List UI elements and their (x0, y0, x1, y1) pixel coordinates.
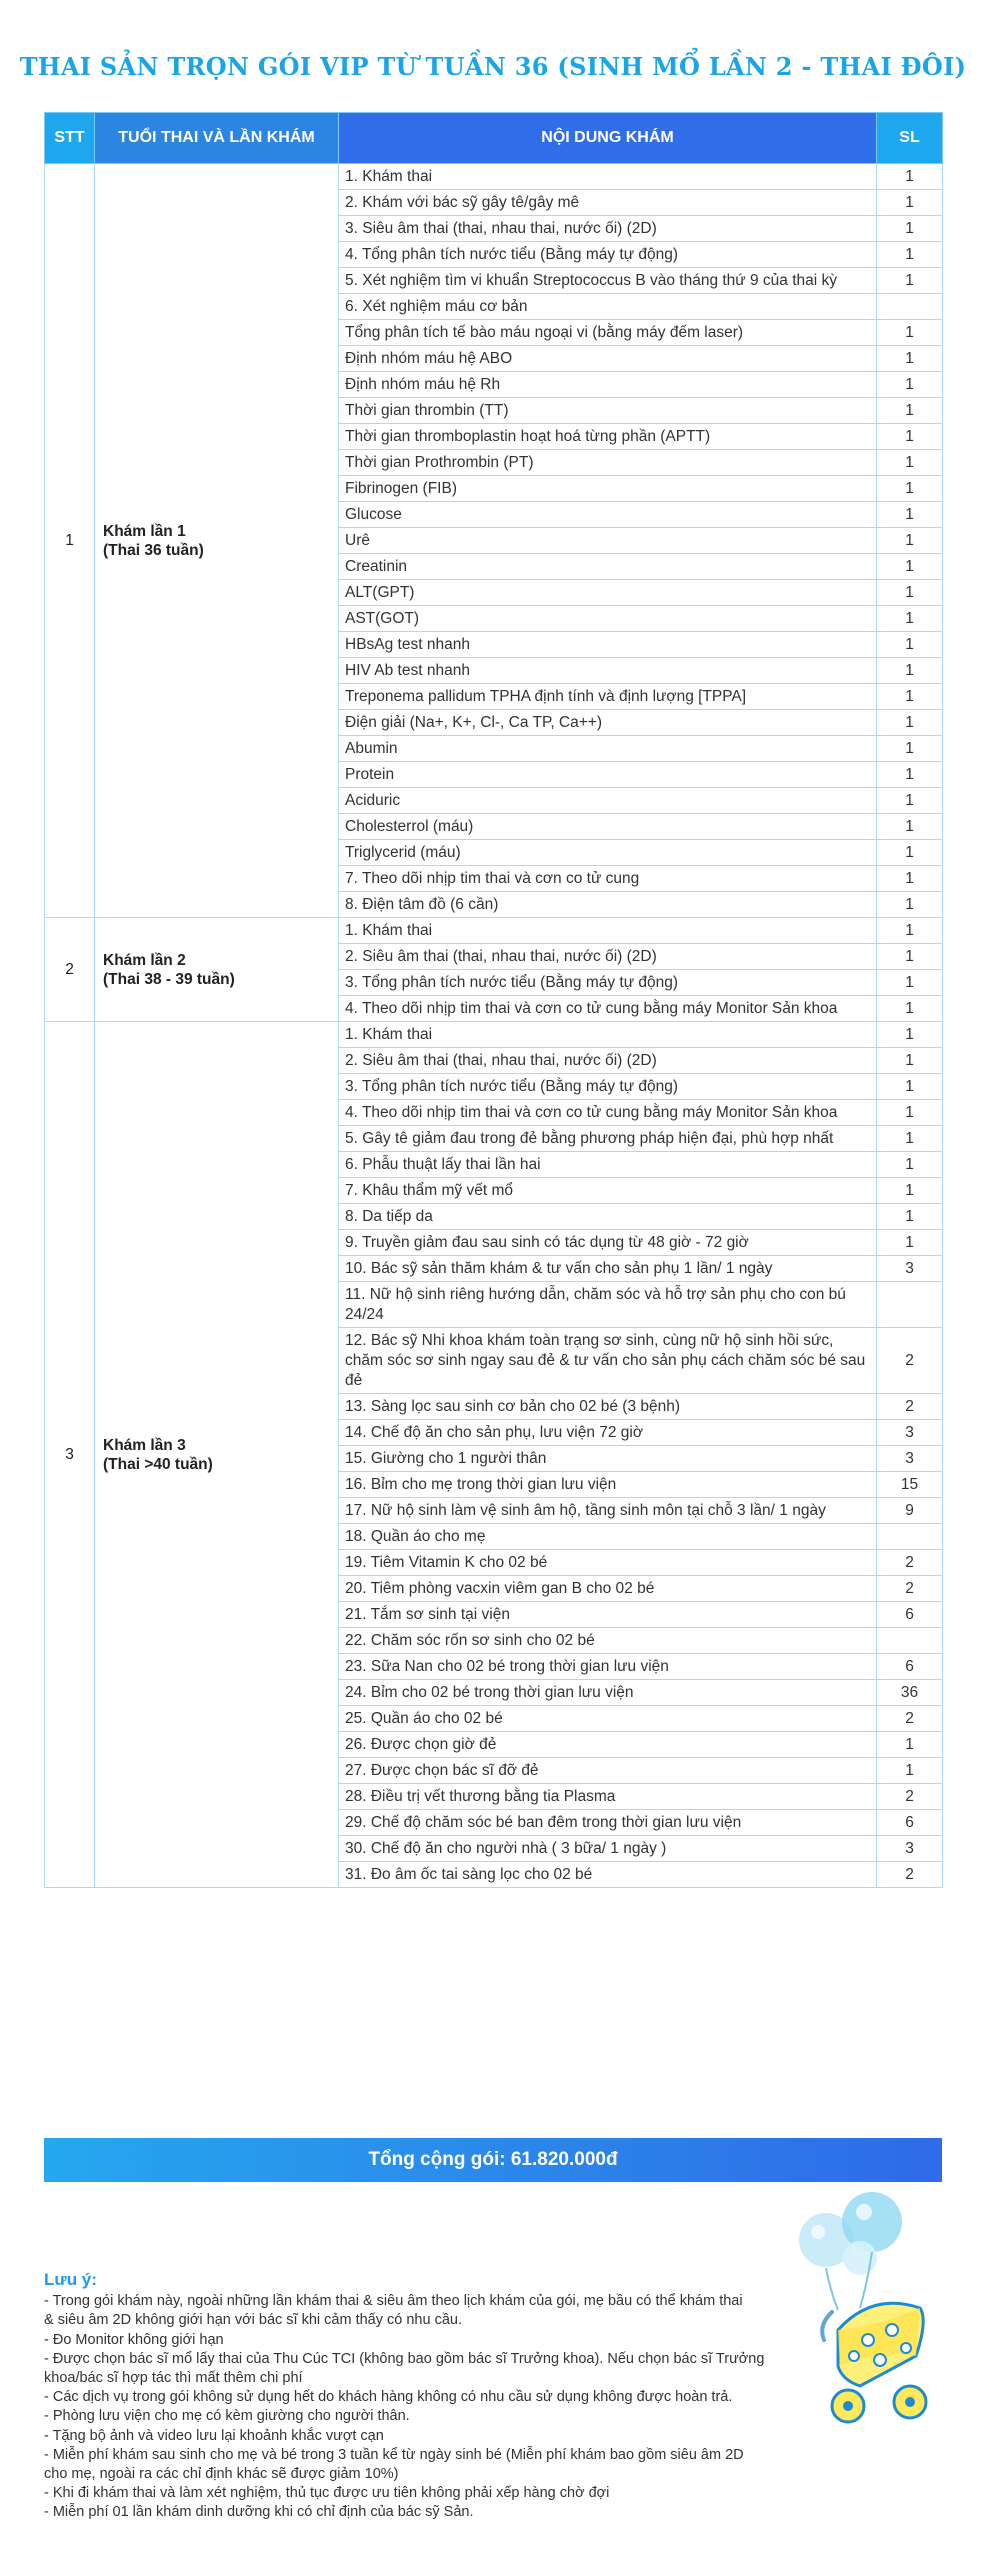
exam-quantity: 1 (877, 840, 943, 866)
exam-quantity: 1 (877, 580, 943, 606)
exam-item: Treponema pallidum TPHA định tính và định lượng [TPPA] (339, 684, 877, 710)
exam-item: Urê (339, 528, 877, 554)
note-line: khoa/bác sĩ hợp tác thì mất thêm chi phí (44, 2370, 303, 2387)
exam-item: 1. Khám thai (339, 1022, 877, 1048)
exam-item: Cholesterrol (máu) (339, 814, 877, 840)
exam-item: 29. Chế độ chăm sóc bé ban đêm trong thời gian lưu viện (339, 1810, 877, 1836)
exam-item: 5. Gây tê giảm đau trong đẻ bằng phương pháp hiện đại, phù hợp nhất (339, 1126, 877, 1152)
exam-quantity: 36 (877, 1680, 943, 1706)
exam-quantity: 1 (877, 996, 943, 1022)
exam-quantity: 2 (877, 1784, 943, 1810)
exam-quantity: 2 (877, 1576, 943, 1602)
exam-quantity: 1 (877, 1100, 943, 1126)
exam-quantity: 1 (877, 814, 943, 840)
exam-item: 27. Được chọn bác sĩ đỡ đẻ (339, 1758, 877, 1784)
exam-item: 4. Theo dõi nhịp tim thai và cơn co tử cung bằng máy Monitor Sản khoa (339, 1100, 877, 1126)
exam-quantity: 1 (877, 788, 943, 814)
exam-item: Protein (339, 762, 877, 788)
visit-week: (Thai >40 tuần) (103, 1455, 213, 1473)
exam-quantity (877, 294, 943, 320)
exam-item: Định nhóm máu hệ Rh (339, 372, 877, 398)
table-row (45, 918, 943, 944)
exam-quantity: 1 (877, 1732, 943, 1758)
exam-quantity: 1 (877, 970, 943, 996)
note-line: cho mẹ, ngoài ra các chỉ định khác sẽ được giảm 10%) (44, 2466, 399, 2483)
exam-item: 28. Điều trị vết thương bằng tia Plasma (339, 1784, 877, 1810)
exam-quantity: 2 (877, 1862, 943, 1888)
exam-item: 1. Khám thai (339, 918, 877, 944)
table-header-row (45, 113, 943, 164)
exam-quantity: 2 (877, 1394, 943, 1420)
notes-section (44, 2270, 844, 2523)
exam-item: 24. Bỉm cho 02 bé trong thời gian lưu viện (339, 1680, 877, 1706)
exam-quantity: 1 (877, 1758, 943, 1784)
exam-item: 21. Tắm sơ sinh tại viện (339, 1602, 877, 1628)
exam-quantity: 1 (877, 892, 943, 918)
exam-quantity: 1 (877, 762, 943, 788)
exam-item: 4. Tổng phân tích nước tiểu (Bằng máy tự động) (339, 242, 877, 268)
exam-item: 4. Theo dõi nhịp tim thai và cơn co tử cung bằng máy Monitor Sản khoa (339, 996, 877, 1022)
exam-item: Triglycerid (máu) (339, 840, 877, 866)
exam-item: 2. Siêu âm thai (thai, nhau thai, nước ối) (2D) (339, 944, 877, 970)
exam-quantity: 15 (877, 1472, 943, 1498)
baby-stroller-illustration (760, 2180, 960, 2440)
exam-quantity: 1 (877, 502, 943, 528)
exam-item: 19. Tiêm Vitamin K cho 02 bé (339, 1550, 877, 1576)
exam-item: Creatinin (339, 554, 877, 580)
exam-item: 7. Theo dõi nhịp tim thai và cơn co tử cung (339, 866, 877, 892)
exam-item: HIV Ab test nhanh (339, 658, 877, 684)
exam-item: Thời gian Prothrombin (PT) (339, 450, 877, 476)
exam-quantity: 1 (877, 1178, 943, 1204)
exam-item: Glucose (339, 502, 877, 528)
exam-item: 26. Được chọn giờ đẻ (339, 1732, 877, 1758)
note-line: - Trong gói khám này, ngoài những lần khám thai & siêu âm theo lịch khám của gói, mẹ bầu có thể khám thai (44, 2293, 743, 2310)
exam-quantity: 2 (877, 1328, 943, 1394)
exam-item: 23. Sữa Nan cho 02 bé trong thời gian lưu viện (339, 1654, 877, 1680)
exam-item: 8. Da tiếp da (339, 1204, 877, 1230)
exam-quantity: 1 (877, 918, 943, 944)
note-line: - Khi đi khám thai và làm xét nghiệm, thủ tục được ưu tiên không phải xếp hàng chờ đợi (44, 2485, 610, 2502)
exam-item: 8. Điện tâm đồ (6 cần) (339, 892, 877, 918)
exam-item: 31. Đo âm ốc tai sàng lọc cho 02 bé (339, 1862, 877, 1888)
row-stt: 1 (45, 164, 95, 918)
exam-item: Aciduric (339, 788, 877, 814)
exam-item: ALT(GPT) (339, 580, 877, 606)
exam-item: 15. Giường cho 1 người thân (339, 1446, 877, 1472)
exam-quantity: 1 (877, 1230, 943, 1256)
exam-quantity: 1 (877, 424, 943, 450)
exam-quantity: 1 (877, 658, 943, 684)
exam-quantity: 1 (877, 346, 943, 372)
exam-item: 13. Sàng lọc sau sinh cơ bản cho 02 bé (3 bệnh) (339, 1394, 877, 1420)
exam-item: 14. Chế độ ăn cho sản phụ, lưu viện 72 giờ (339, 1420, 877, 1446)
table-body (45, 164, 943, 1888)
exam-quantity: 1 (877, 866, 943, 892)
row-stt: 3 (45, 1022, 95, 1888)
note-line: - Miễn phí 01 lần khám dinh dưỡng khi có chỉ định của bác sỹ Sản. (44, 2504, 474, 2521)
exam-item: 2. Khám với bác sỹ gây tê/gây mê (339, 190, 877, 216)
exam-quantity: 1 (877, 372, 943, 398)
exam-quantity: 1 (877, 554, 943, 580)
notes-heading: Lưu ý: (44, 2270, 97, 2289)
exam-item: Thời gian thrombin (TT) (339, 398, 877, 424)
exam-item: 6. Phẫu thuật lấy thai lần hai (339, 1152, 877, 1178)
visit-label: Khám lần 1 (103, 522, 186, 540)
exam-item: Điện giải (Na+, K+, Cl-, Ca TP, Ca++) (339, 710, 877, 736)
header-age-visit: TUỔI THAI VÀ LẦN KHÁM (95, 113, 339, 164)
exam-item: Tổng phân tích tế bào máu ngoại vi (bằng máy đếm laser) (339, 320, 877, 346)
exam-item: 25. Quần áo cho 02 bé (339, 1706, 877, 1732)
package-table (44, 112, 943, 1888)
note-line: - Miễn phí khám sau sinh cho mẹ và bé trong 3 tuần kể từ ngày sinh bé (Miễn phí khám bao gồm siêu âm 2D (44, 2446, 744, 2463)
header-content: NỘI DUNG KHÁM (339, 113, 877, 164)
visit-cell (95, 164, 339, 918)
notes-list (44, 2292, 844, 2522)
exam-quantity: 1 (877, 242, 943, 268)
table-row (45, 164, 943, 190)
exam-quantity: 1 (877, 164, 943, 190)
exam-quantity: 1 (877, 216, 943, 242)
visit-label: Khám lần 3 (103, 1436, 186, 1454)
exam-item: HBsAg test nhanh (339, 632, 877, 658)
exam-item: 3. Tổng phân tích nước tiểu (Bằng máy tự động) (339, 970, 877, 996)
exam-quantity: 1 (877, 476, 943, 502)
exam-item: 3. Siêu âm thai (thai, nhau thai, nước ối) (2D) (339, 216, 877, 242)
exam-item: 16. Bỉm cho mẹ trong thời gian lưu viện (339, 1472, 877, 1498)
exam-quantity: 1 (877, 606, 943, 632)
exam-item: Fibrinogen (FIB) (339, 476, 877, 502)
exam-item: 2. Siêu âm thai (thai, nhau thai, nước ối) (2D) (339, 1048, 877, 1074)
package-total: Tổng cộng gói: 61.820.000đ (44, 2138, 942, 2182)
exam-quantity: 6 (877, 1602, 943, 1628)
exam-quantity: 1 (877, 398, 943, 424)
exam-item: 6. Xét nghiệm máu cơ bản (339, 294, 877, 320)
exam-quantity: 1 (877, 450, 943, 476)
exam-quantity: 1 (877, 1074, 943, 1100)
exam-item: 1. Khám thai (339, 164, 877, 190)
exam-item: 10. Bác sỹ sản thăm khám & tư vấn cho sản phụ 1 lần/ 1 ngày (339, 1256, 877, 1282)
exam-quantity (877, 1628, 943, 1654)
visit-label: Khám lần 2 (103, 951, 186, 969)
visit-week: (Thai 38 - 39 tuần) (103, 970, 235, 988)
exam-item: 3. Tổng phân tích nước tiểu (Bằng máy tự động) (339, 1074, 877, 1100)
exam-quantity: 2 (877, 1550, 943, 1576)
exam-quantity: 1 (877, 1204, 943, 1230)
exam-quantity: 1 (877, 1152, 943, 1178)
exam-quantity (877, 1282, 943, 1328)
exam-quantity: 1 (877, 684, 943, 710)
exam-item: 22. Chăm sóc rốn sơ sinh cho 02 bé (339, 1628, 877, 1654)
exam-item: Thời gian thromboplastin hoạt hoá từng phần (APTT) (339, 424, 877, 450)
visit-week: (Thai 36 tuần) (103, 541, 204, 559)
note-line: - Tặng bộ ảnh và video lưu lại khoảnh khắc vượt cạn (44, 2427, 384, 2444)
exam-quantity: 3 (877, 1836, 943, 1862)
note-line: - Đo Monitor không giới hạn (44, 2331, 224, 2348)
exam-quantity: 1 (877, 632, 943, 658)
visit-cell (95, 1022, 339, 1888)
exam-item: 11. Nữ hộ sinh riêng hướng dẫn, chăm sóc và hỗ trợ sản phụ cho con bú 24/24 (339, 1282, 877, 1328)
exam-quantity: 3 (877, 1420, 943, 1446)
note-line: - Các dịch vụ trong gói không sử dụng hết do khách hàng không có nhu cầu sử dụng không được hoàn trả. (44, 2389, 733, 2406)
exam-quantity (877, 1524, 943, 1550)
exam-quantity: 3 (877, 1256, 943, 1282)
exam-quantity: 1 (877, 944, 943, 970)
note-line: - Phòng lưu viện cho mẹ có kèm giường cho người thân. (44, 2408, 410, 2425)
exam-quantity: 1 (877, 736, 943, 762)
note-line: - Được chọn bác sĩ mổ lấy thai của Thu Cúc TCI (không bao gồm bác sĩ Trưởng khoa). Nếu chọn bác sĩ Trưởng (44, 2350, 765, 2367)
exam-quantity: 1 (877, 268, 943, 294)
exam-quantity: 1 (877, 190, 943, 216)
exam-quantity: 1 (877, 1126, 943, 1152)
header-stt: STT (45, 113, 95, 164)
exam-item: 30. Chế độ ăn cho người nhà ( 3 bữa/ 1 ngày ) (339, 1836, 877, 1862)
exam-item: 9. Truyền giảm đau sau sinh có tác dụng từ 48 giờ - 72 giờ (339, 1230, 877, 1256)
exam-item: 20. Tiêm phòng vacxin viêm gan B cho 02 bé (339, 1576, 877, 1602)
exam-item: 17. Nữ hộ sinh làm vệ sinh âm hộ, tầng sinh môn tại chỗ 3 lần/ 1 ngày (339, 1498, 877, 1524)
exam-item: 12. Bác sỹ Nhi khoa khám toàn trạng sơ sinh, cùng nữ hộ sinh hồi sức, chăm sóc sơ sinh ngay sau đẻ & tư vấn cho sản phụ cách chăm sóc bé sau đẻ (339, 1328, 877, 1394)
table-row (45, 1022, 943, 1048)
note-line: & siêu âm 2D không giới hạn với bác sĩ khi cảm thấy có nhu cầu. (44, 2312, 462, 2329)
exam-quantity: 1 (877, 1048, 943, 1074)
exam-item: AST(GOT) (339, 606, 877, 632)
header-quantity: SL (877, 113, 943, 164)
visit-cell (95, 918, 339, 1022)
exam-quantity: 1 (877, 1022, 943, 1048)
exam-quantity: 3 (877, 1446, 943, 1472)
exam-item: 18. Quần áo cho mẹ (339, 1524, 877, 1550)
exam-item: 5. Xét nghiệm tìm vi khuẩn Streptococcus B vào tháng thứ 9 của thai kỳ (339, 268, 877, 294)
exam-quantity: 9 (877, 1498, 943, 1524)
exam-quantity: 6 (877, 1810, 943, 1836)
exam-quantity: 1 (877, 710, 943, 736)
exam-item: Định nhóm máu hệ ABO (339, 346, 877, 372)
page-title: THAI SẢN TRỌN GÓI VIP TỪ TUẦN 36 (SINH MỔ LẦN 2 - THAI ĐÔI) (19, 52, 967, 81)
exam-quantity: 1 (877, 320, 943, 346)
exam-quantity: 2 (877, 1706, 943, 1732)
row-stt: 2 (45, 918, 95, 1022)
exam-quantity: 6 (877, 1654, 943, 1680)
exam-quantity: 1 (877, 528, 943, 554)
exam-item: Abumin (339, 736, 877, 762)
exam-item: 7. Khâu thẩm mỹ vết mổ (339, 1178, 877, 1204)
